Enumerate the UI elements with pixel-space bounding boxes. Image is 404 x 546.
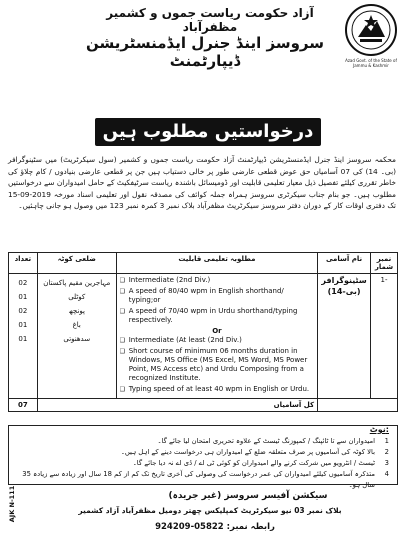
total-label: کل آسامیاں (37, 399, 317, 412)
header-district-quota: ضلعی کوٹہ (37, 253, 116, 274)
seats-cell (9, 274, 38, 399)
header-seats: تعداد (9, 253, 38, 274)
total-filler (318, 399, 398, 412)
signatory-title: سیکشن آفیسر سروسز (غیر جریدہ) (168, 491, 328, 501)
government-title: آزاد حکومت ریاست جموں و کشمیر مظفرآباد (106, 6, 314, 34)
seat-count: 02 (18, 307, 28, 315)
seat-count: 01 (18, 335, 28, 343)
department-title: سروسز اینڈ جنرل ایڈمنسٹریشن ڈیپارٹمنٹ (86, 34, 324, 70)
district-name: کوٹلی (68, 293, 86, 301)
qualification-item: ❑ Intermediate (2nd Div.) (129, 276, 314, 285)
note-item (15, 469, 389, 491)
district-name: باغ (72, 321, 81, 329)
note-text: امیدواران سے تا ٹائپنگ / کمپوزنگ ٹیسٹ کے علاوہ تحریری امتحان لیا جائے گا۔ (157, 437, 375, 445)
district-cell (37, 274, 116, 399)
qualification-item: ❑ A speed of 80/40 wpm in English shorthand/ typing;or (129, 287, 314, 305)
header-qualification: مطلوبہ تعلیمی قابلیت (116, 253, 317, 274)
ajk-reference-code: AJK N-111 (8, 485, 17, 523)
office-address: بلاک نمبر 03 نیو سیکرٹریٹ کمپلیکس چھتر دومیل مظفرآباد آزاد کشمیر (78, 506, 342, 515)
note-text: ٹیسٹ / انٹرویو میں شرکت کرنے والے امیدواران کو کوئی ٹی اے / ڈی اے نہ دیا جائے گا۔ (132, 459, 375, 467)
logo-caption: Azad Govt. of the State of Jammu & Kashmir (345, 58, 397, 68)
seat-count: 01 (18, 321, 28, 329)
note-item (15, 458, 389, 469)
note-number: 1 (384, 437, 389, 445)
header-post-name: نام آسامی (318, 253, 371, 274)
serial-no-cell: 1- (371, 274, 398, 399)
note-number: 4 (384, 470, 389, 478)
intro-paragraph: محکمہ سروسز اینڈ جنرل ایڈمنسٹریشن ڈیپارٹمنٹ آزاد حکومت ریاست جموں و کشمیر (سول سیکرٹریٹ) میں سٹینوگرافر (بی۔ 14) کی 07 آسامیاں حق عوض قطعی عارضی طور پر خالی دستیاب ہیں جن پر قطعی عارضی بنیادوں / کام چلاؤ کی خاطر تقرری کیلئے تفصیل ذیل معیار تعلیمی قابلیت اور ڈومیسائل باشندہ ریاست سرٹیفکیٹ کے حامل امیدواران سے درخواستیں مطلوب ہیں۔ جو بنام جناب سیکرٹری سروسز ہمراہ جملہ کوائف کی مصدقہ نقول اور تعلیمی اسناد مورخہ 2019-09-15 تک دفتری اوقات کار کے دوران دفتر سروسز سیکرٹریٹ مظفرآباد بلاک نمبر 3 کمرہ نمبر 123 میں وصول ہو جانی چاہئیں۔ (8, 155, 397, 211)
vacancy-table (8, 252, 398, 412)
qualification-item: ❑ A speed of 70/40 wpm in Urdu shorthand/typing respectively. (129, 307, 314, 325)
total-row (9, 399, 398, 412)
contact-phone: رابطہ نمبر: 05822-924209 (155, 522, 275, 532)
note-number: 3 (384, 459, 389, 467)
seat-count: 02 (18, 279, 28, 287)
district-name: پونچھ (68, 307, 85, 315)
notes-title: نوٹ: (369, 425, 389, 434)
qualification-item: ❑ Intermediate (At least (2nd Div.) (129, 336, 314, 345)
header-serial-no: نمبر شمار (371, 253, 398, 274)
applications-wanted-banner: درخواستیں مطلوب ہیں (95, 118, 321, 146)
post-scale: (بی-14) (327, 287, 361, 296)
note-number: 2 (384, 448, 389, 456)
district-name: سدھنوتی (63, 335, 91, 343)
note-text: متذکرہ آسامیوں کیلئے امیدواران کی عمر درخواست کی وصولی کی آخری تاریخ تک کم از کم 18 سال اور زیادہ سے زیادہ 35 سال ہو۔ (22, 470, 375, 489)
notes-box (8, 425, 398, 489)
district-name: مہاجرین مقیم پاکستان (43, 279, 111, 287)
note-text: بالا کوٹہ کی آسامیوں پر صرف متعلقہ ضلع کے امیدواران ہی درخواست دینے کے اہل ہیں۔ (120, 448, 375, 456)
total-value: 07 (9, 399, 38, 412)
note-item (15, 447, 389, 458)
ajk-emblem-logo (344, 3, 398, 57)
post-name: سٹینوگرافر (321, 276, 367, 285)
note-item (15, 436, 389, 447)
or-separator: Or (212, 327, 222, 335)
qualification-item: ❑ Typing speed of at least 40 wpm in English or Urdu. (129, 385, 314, 394)
seat-count: 01 (18, 293, 28, 301)
post-cell (318, 274, 371, 399)
qualification-cell (116, 274, 317, 399)
table-header-row (9, 253, 398, 274)
table-row (9, 274, 398, 399)
qualification-item: ❑ Short course of minimum 06 months duration in Windows, MS Office (MS Excel, MS Word, MS Power Point, MS Access etc) and Urdu Composing from a recognized Institute. (129, 347, 314, 383)
